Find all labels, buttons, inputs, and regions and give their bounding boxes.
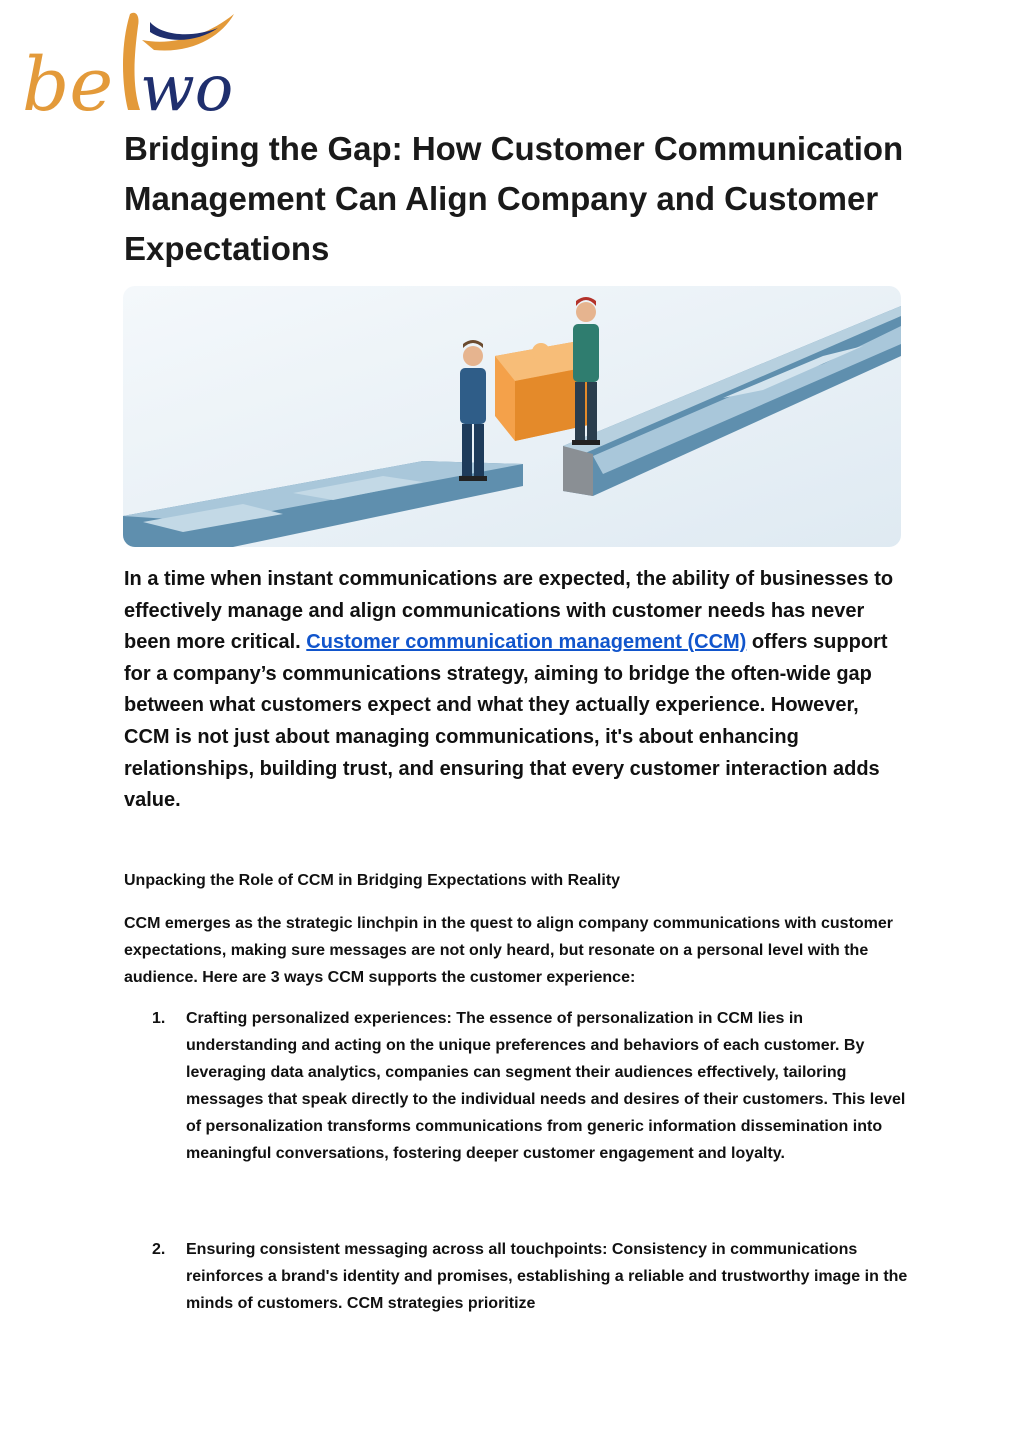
section-paragraph: CCM emerges as the strategic linchpin in the quest to align company communications with customer expectations, making sure messages are not only heard, but resonate on a personal level with the audience. Here are 3 ways CCM supports the customer experience: (124, 915, 894, 986)
svg-text:be: be (22, 42, 114, 118)
list-number: 2. (152, 1241, 166, 1258)
list-number: 1. (152, 1010, 166, 1027)
list-text: Crafting personalized experiences: The essence of personalization in CCM lies in understanding and acting on the unique preferences and behaviors of each customer. By leveraging data analytics, companies can segment their audiences effectively, tailoring messages that speak directly to the individual needs and desires of their customers. This level of personalization transforms communications from generic information dissemination into meaningful conversations, fostering deeper customer engagement and loyalty. (186, 1010, 906, 1162)
list-text: Ensuring consistent messaging across all touchpoints: Consistency in communications reinforces a brand's identity and promises, establishing a reliable and trustworthy image in the minds of customers. CCM strategies prioritize (186, 1241, 908, 1312)
belwo-logo (22, 6, 238, 118)
svg-text:wo: wo (140, 52, 234, 118)
intro-paragraph (124, 564, 904, 817)
page-title: Bridging the Gap: How Customer Communication Management Can Align Company and Customer Expectations (124, 130, 904, 267)
ccm-link[interactable]: Customer communication management (CCM) (306, 631, 747, 654)
intro-text-after: offers support for a company’s communications strategy, aiming to bridge the often-wide gap between what customers expect and what they actually experience. However, CCM is not just about managing communications, it's about enhancing relationships, building trust, and ensuring that every customer interaction adds value. (124, 631, 888, 812)
hero-image (123, 286, 901, 547)
intro-text-before: In a time when instant communications are expected, the ability of businesses to effectively manage and align communications with customer needs has never been more critical. (124, 568, 894, 654)
section-heading: Unpacking the Role of CCM in Bridging Expectations with Reality (124, 872, 621, 889)
